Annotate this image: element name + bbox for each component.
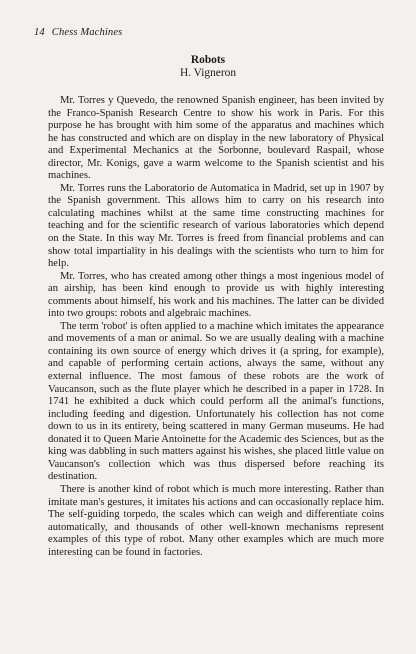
paragraph-2: Mr. Torres runs the Laboratorio de Automatica in Madrid, set up in 1907 by the Spanish government. This allows him to carry on his research into calculating machines whilst at the same time constructing machines for teaching and for the scientific research of various laboratories which depend on the State. In this way Mr. Torres is freed from financial problems and can show total impartiality in his dealings with the scientists who turn to him for help. xyxy=(48,182,384,270)
running-head xyxy=(34,27,122,38)
paragraph-5: There is another kind of robot which is much more interesting. Rather than imitate man's gestures, it imitates his actions and can occasionally replace him. The self-guiding torpedo, the scales which can weigh and differentiate coins automatically, and thousands of other well-known mechanisms represent examples of this type of robot. Many other examples which are much more interesting can be found in factories. xyxy=(48,483,384,558)
article-header xyxy=(0,54,416,80)
page-number: 14 xyxy=(34,27,45,38)
article-author: H. Vigneron xyxy=(179,67,237,79)
paragraph-1: Mr. Torres y Quevedo, the renowned Spanish engineer, has been invited by the Franco-Spanish Research Centre to show his work in Paris. For this purpose he has brought with him some of the apparatus and machines which he has constructed and which are on display in the new laboratory of Physical and Experimental Mechanics at the Sorbonne, boulevard Raspail, whose director, Mr. Konigs, gave a warm welcome to the Spanish scientist and his machines. xyxy=(48,95,384,182)
paragraph-4: The term 'robot' is often applied to a machine which imitates the appearance and movements of a man or animal. So we are usually dealing with a machine containing its own source of energy which drives it (a spring, for example), and capable of performing certain actions, always the same, without any external influence. The most famous of these robots are the work of Vaucanson, such as the flute player which he described in a paper in 1728. In 1741 he exhibited a duck which could perform all the animal's functions, including feeding and digestion. Unfortunately his collection has not come down to us in its entirety, being scattered in many German museums. He had donated it to Queen Marie Antoinette for the Academic des Sciences, but as the king was dabbling in such matters against his wishes, she placed little value on Vaucanson's collection which was thus dispersed before reaching its destination. xyxy=(48,320,384,483)
article-title: Robots xyxy=(190,54,226,66)
running-head-title: Chess Machines xyxy=(51,27,123,38)
paragraph-3: Mr. Torres, who has created among other things a most ingenious model of an airship, has been kind enough to provide us with highly interesting comments about himself, his work and his machines. The latter can be divided into two groups: robots and algebraic machines. xyxy=(48,270,384,320)
article-body xyxy=(48,95,384,559)
